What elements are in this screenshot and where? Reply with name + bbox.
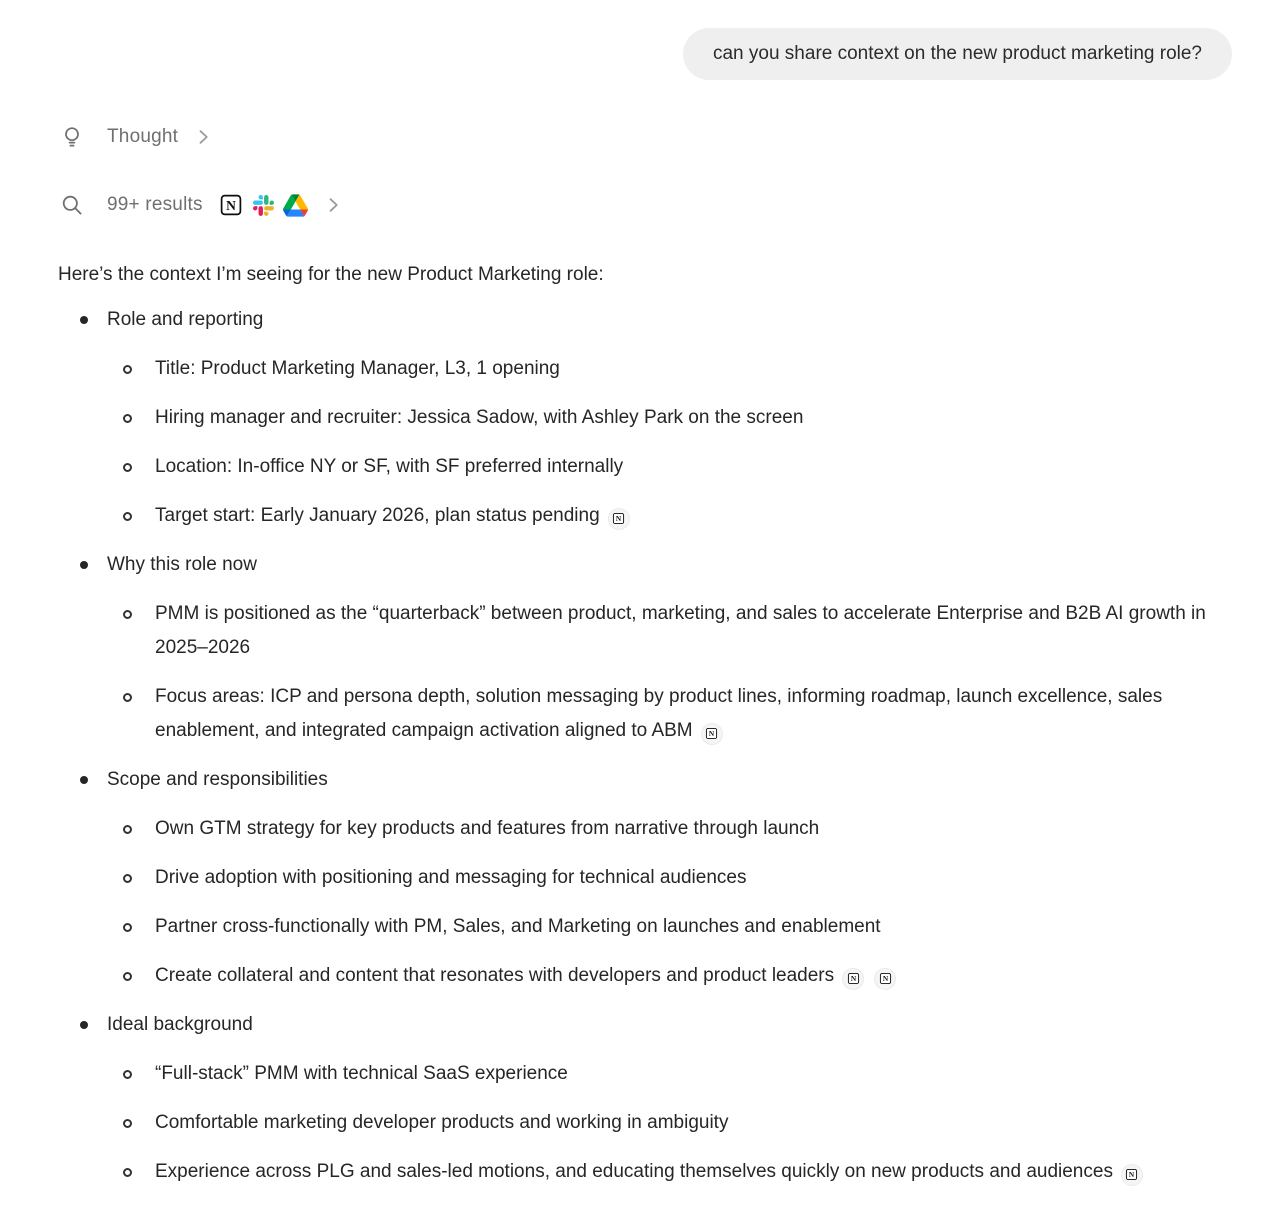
section-title: Ideal background — [107, 1014, 253, 1035]
list-item — [107, 1106, 1220, 1140]
list-item — [58, 303, 1220, 337]
list-item — [107, 401, 1220, 435]
list-item-text: Hiring manager and recruiter: Jessica Sadow, with Ashley Park on the screen — [155, 407, 804, 428]
notion-badge-icon[interactable] — [608, 508, 630, 530]
list-item — [107, 959, 1220, 993]
assistant-response — [0, 258, 1266, 1189]
bullet-circle-icon — [123, 972, 132, 981]
notion-badge-icon[interactable] — [874, 968, 896, 990]
thought-label: Thought — [107, 126, 179, 147]
list-item — [58, 1008, 1220, 1042]
bullet-circle-icon — [123, 1119, 132, 1128]
notion-icon — [219, 193, 244, 218]
list-item-text: Own GTM strategy for key products and features from narrative through launch — [155, 818, 820, 839]
list-item — [58, 548, 1220, 582]
list-item — [107, 812, 1220, 846]
bullet-circle-icon — [123, 1168, 132, 1177]
notion-badge-icon[interactable] — [842, 968, 864, 990]
bullet-icon — [80, 316, 88, 324]
list-item-text: Create collateral and content that resonates with developers and product leaders — [155, 965, 835, 986]
bullet-circle-icon — [123, 365, 132, 374]
notion-badge-icon[interactable] — [1121, 1164, 1143, 1186]
list-item-text: Partner cross-functionally with PM, Sales, and Marketing on launches and enablement — [155, 916, 881, 937]
search-icon — [60, 193, 84, 217]
list-item — [107, 680, 1220, 748]
list-item-text: PMM is positioned as the “quarterback” between product, marketing, and sales to accelerate Enterprise and B2B AI growth in 2025–2026 — [155, 603, 1206, 658]
list-item — [107, 450, 1220, 484]
sublist — [58, 1057, 1220, 1189]
list-item-text: Experience across PLG and sales-led motions, and educating themselves quickly on new products and audiences — [155, 1161, 1113, 1182]
bullet-circle-icon — [123, 1070, 132, 1079]
list-item — [58, 763, 1220, 797]
slack-icon — [251, 193, 276, 218]
list-item-text: “Full-stack” PMM with technical SaaS experience — [155, 1063, 568, 1084]
bullet-icon — [80, 561, 88, 569]
bullet-circle-icon — [123, 825, 132, 834]
list-item-text: Title: Product Marketing Manager, L3, 1 opening — [155, 358, 560, 379]
list-item — [107, 352, 1220, 386]
bullet-icon — [80, 776, 88, 784]
chevron-right-icon — [193, 127, 213, 147]
user-message-row — [0, 0, 1266, 80]
bullet-circle-icon — [123, 414, 132, 423]
section-title: Why this role now — [107, 554, 257, 575]
source-icons-group — [219, 193, 308, 218]
sublist — [58, 597, 1220, 748]
bullet-circle-icon — [123, 463, 132, 472]
section-title: Role and reporting — [107, 309, 264, 330]
list-item — [107, 499, 1220, 533]
sublist — [58, 352, 1220, 533]
google-drive-icon — [283, 193, 308, 218]
notion-badge-icon[interactable] — [701, 723, 723, 745]
lightbulb-icon — [60, 125, 84, 149]
list-item — [107, 910, 1220, 944]
bullet-circle-icon — [123, 512, 132, 521]
response-section — [58, 303, 1220, 533]
list-item-text: Target start: Early January 2026, plan status pending — [155, 505, 600, 526]
section-title: Scope and responsibilities — [107, 769, 328, 790]
search-results-toggle[interactable] — [60, 189, 343, 221]
chevron-right-icon — [323, 195, 343, 215]
list-item-text: Drive adoption with positioning and messaging for technical audiences — [155, 867, 747, 888]
list-item-text: Location: In-office NY or SF, with SF preferred internally — [155, 456, 624, 477]
response-section — [58, 1008, 1220, 1189]
response-intro: Here’s the context I’m seeing for the new Product Marketing role: — [58, 264, 604, 285]
response-section — [58, 763, 1220, 993]
bullet-icon — [80, 1021, 88, 1029]
results-count-label: 99+ results — [107, 194, 203, 215]
list-item — [107, 861, 1220, 895]
list-item-text: Focus areas: ICP and persona depth, solution messaging by product lines, informing roadmap, launch excellence, sales enablement, and integrated campaign activation aligned to ABM — [155, 686, 1163, 741]
bullet-circle-icon — [123, 693, 132, 702]
user-message-text: can you share context on the new product marketing role? — [712, 43, 1202, 64]
list-item-text: Comfortable marketing developer products and working in ambiguity — [155, 1112, 729, 1133]
list-item — [107, 1155, 1220, 1189]
thought-toggle[interactable] — [60, 122, 213, 152]
bullet-circle-icon — [123, 923, 132, 932]
sublist — [58, 812, 1220, 993]
bullet-circle-icon — [123, 874, 132, 883]
list-item — [107, 597, 1220, 665]
response-section — [58, 548, 1220, 748]
bullet-circle-icon — [123, 610, 132, 619]
user-message-bubble — [683, 28, 1232, 80]
list-item — [107, 1057, 1220, 1091]
